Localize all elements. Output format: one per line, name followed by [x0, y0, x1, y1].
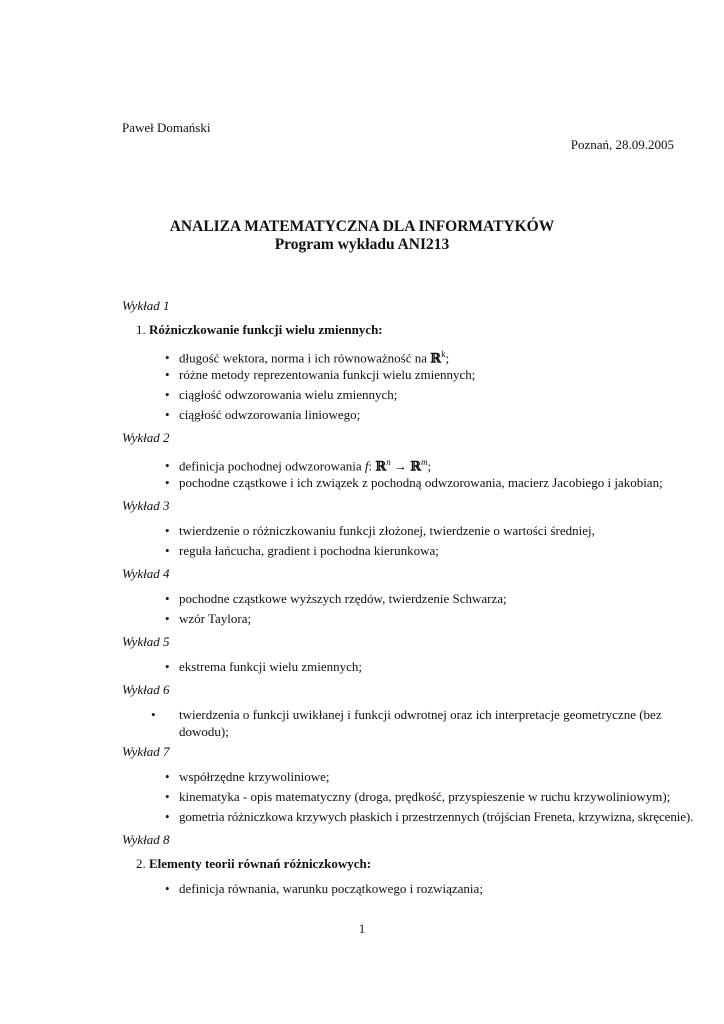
title-line-2: Program wykładu ANI213: [274, 236, 450, 253]
math-sup-m: m: [421, 457, 428, 467]
list-item: [165, 658, 685, 675]
math-reals: ℝ: [410, 459, 422, 475]
list-item: [165, 474, 705, 491]
list-item: [165, 808, 710, 825]
list-item: [165, 522, 685, 539]
lecture-heading: Wykład 4: [122, 566, 170, 581]
list-item: [165, 788, 705, 805]
list-item-text: pochodne cząstkowe i ich związek z pochodną odwzorowania, macierz Jacobiego i jakobian;: [179, 475, 663, 490]
list-item: [165, 386, 685, 403]
list-item: [165, 880, 685, 897]
list-item-text: ciągłość odwzorowania wielu zmiennych;: [179, 387, 398, 402]
lecture-heading: Wykład 1: [122, 298, 170, 313]
bullet-icon: •: [165, 350, 170, 366]
bullet-icon: •: [165, 591, 170, 606]
math-colon: :: [368, 458, 373, 474]
page-number: 1: [358, 921, 366, 936]
math-f: f: [364, 458, 369, 474]
document-title: [0, 218, 724, 254]
bullet-icon: •: [165, 809, 170, 824]
section-heading: [136, 856, 371, 872]
math-end: ;: [445, 350, 450, 366]
list-item: [165, 590, 685, 607]
math-reals: ℝ: [375, 459, 387, 475]
lecture-heading: Wykład 7: [122, 744, 170, 759]
list-item: [151, 706, 689, 740]
section-number: 1.: [136, 322, 146, 337]
list-item-text: twierdzenie o różniczkowaniu funkcji złożonej, twierdzenie o wartości średniej,: [179, 523, 595, 538]
bullet-icon: •: [165, 543, 170, 558]
list-item: [165, 454, 685, 475]
bullet-icon: •: [165, 881, 170, 896]
author-name: Paweł Domański: [122, 120, 211, 135]
section-number: 2.: [136, 856, 146, 871]
bullet-icon: •: [165, 407, 170, 422]
bullet-icon: •: [151, 707, 156, 722]
list-item: [165, 542, 685, 559]
bullet-icon: •: [165, 458, 170, 474]
math-sup: k: [441, 349, 446, 359]
bullet-icon: •: [165, 475, 170, 490]
title-line-1: ANALIZA MATEMATYCZNA DLA INFORMATYKÓW: [169, 218, 555, 235]
bullet-icon: •: [165, 659, 170, 674]
list-item-text: definicja równania, warunku początkowego i rozwiązania;: [179, 881, 483, 896]
section-title: Elementy teorii równań różniczkowych:: [149, 856, 372, 871]
math-arrow: →: [393, 458, 407, 474]
place-date: Poznań, 28.09.2005: [570, 137, 674, 152]
list-item: [165, 406, 685, 423]
list-item: [165, 366, 685, 383]
list-item: [165, 346, 685, 367]
lecture-heading: Wykład 8: [122, 832, 170, 847]
bullet-icon: •: [165, 769, 170, 784]
list-item-text: różne metody reprezentowania funkcji wielu zmiennych;: [179, 367, 476, 382]
lecture-heading: Wykład 2: [122, 430, 170, 445]
section-title: Różniczkowanie funkcji wielu zmiennych:: [149, 322, 383, 337]
section-heading: [136, 322, 383, 338]
list-item-text: pochodne cząstkowe wyższych rzędów, twierdzenie Schwarza;: [179, 591, 507, 606]
list-item-text: wzór Taylora;: [179, 611, 252, 626]
list-item-text: kinematyka - opis matematyczny (droga, prędkość, przyspieszenie w ruchu krzywoliniowym);: [179, 789, 671, 804]
list-item: [165, 768, 685, 785]
bullet-icon: •: [165, 523, 170, 538]
list-item-text: długość wektora, norma i ich równoważność na: [179, 350, 431, 366]
list-item-text: twierdzenia o funkcji uwikłanej i funkcji odwrotnej oraz ich interpretacje geometryczne (bez dowodu);: [179, 707, 662, 739]
bullet-icon: •: [165, 387, 170, 402]
list-item-text: definicja pochodnej odwzorowania: [179, 458, 365, 474]
list-item-text: gometria różniczkowa krzywych płaskich i przestrzennych (trójścian Freneta, krzywizna, skręcenie).: [179, 809, 694, 824]
lecture-heading: Wykład 5: [122, 634, 170, 649]
list-item: [165, 610, 685, 627]
math-reals: ℝ: [430, 351, 442, 367]
list-item-text: reguła łańcucha, gradient i pochodna kierunkowa;: [179, 543, 439, 558]
bullet-icon: •: [165, 789, 170, 804]
bullet-icon: •: [165, 367, 170, 382]
lecture-heading: Wykład 6: [122, 682, 170, 697]
lecture-heading: Wykład 3: [122, 498, 170, 513]
list-item-text: ciągłość odwzorowania liniowego;: [179, 407, 361, 422]
math-end: ;: [427, 458, 432, 474]
list-item-text: ekstrema funkcji wielu zmiennych;: [179, 659, 363, 674]
math-sup-n: n: [386, 457, 391, 467]
bullet-icon: •: [165, 611, 170, 626]
list-item-text: współrzędne krzywoliniowe;: [179, 769, 330, 784]
